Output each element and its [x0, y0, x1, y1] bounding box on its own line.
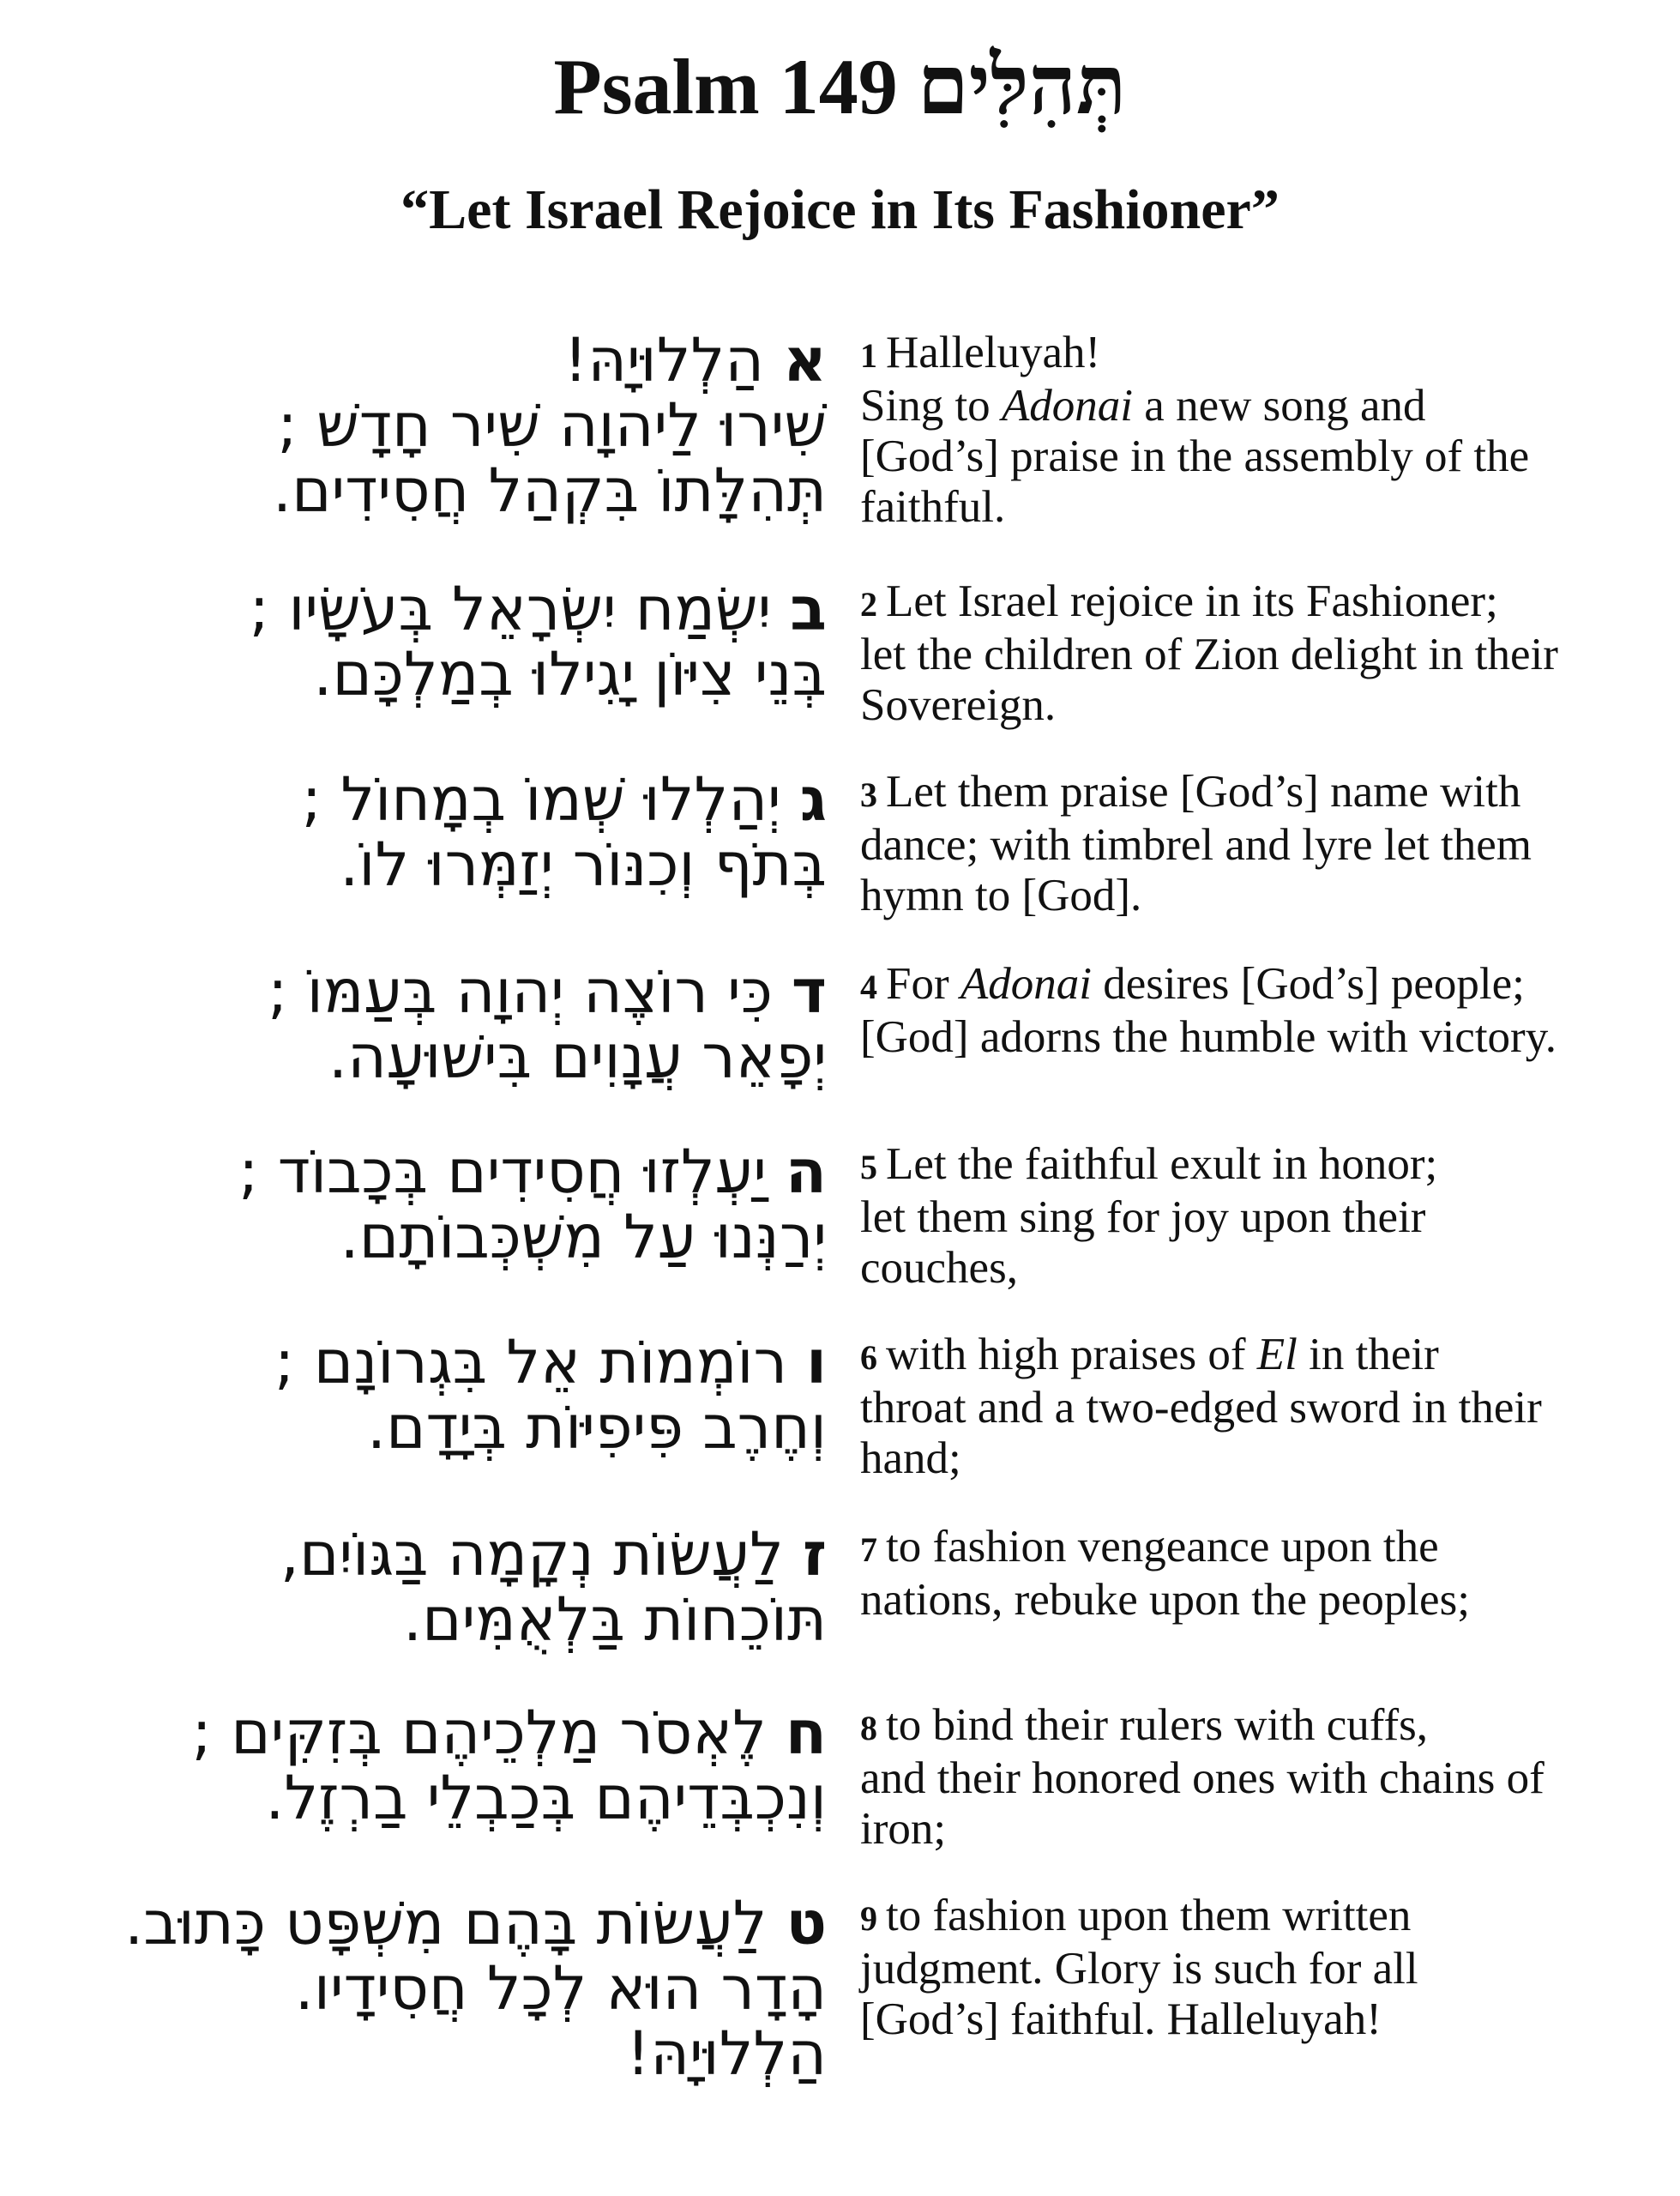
- english-line: let the children of Zion delight in their: [860, 630, 1558, 679]
- verse-english: [860, 1891, 1658, 2045]
- english-line: iron;: [860, 1804, 947, 1854]
- verse-english: [860, 959, 1658, 1063]
- hebrew-line: [72, 1392, 827, 1463]
- hebrew-line: [72, 576, 827, 642]
- hebrew-text: יְפָאֵר עֲנָוִים בִּישׁוּעָה.: [328, 1022, 827, 1092]
- hebrew-text: תְּהִלָּתוֹ בִּקְהַל חֲסִידִים.: [272, 455, 827, 526]
- hebrew-line: [72, 1698, 827, 1768]
- hebrew-text: בְּנֵי צִיּוֹן יָגִילוּ בְמַלְכָּם.: [313, 639, 827, 709]
- english-line: judgment. Glory is such for all: [860, 1944, 1418, 1994]
- verse-hebrew: [72, 1519, 827, 1655]
- divine-name: El: [1256, 1330, 1298, 1379]
- verse-hebrew: [72, 1888, 827, 2089]
- hebrew-text: לַעֲשׂוֹת בָּהֶם מִשְׁפָּט כָּתוּב.: [124, 1888, 768, 1958]
- hebrew-verse-letter: ג: [799, 764, 827, 835]
- verse-number: 9: [860, 1899, 877, 1938]
- english-line: 6 with high praises of El in their: [860, 1330, 1439, 1379]
- hebrew-line: [72, 1137, 827, 1207]
- hebrew-verse-letter: ה: [785, 1137, 827, 1207]
- hebrew-line: [72, 1022, 827, 1092]
- english-line: and their honored ones with chains of: [860, 1753, 1545, 1803]
- title-english: Psalm 149: [553, 43, 898, 130]
- hebrew-text: יְהַלְלוּ שְׁמוֹ בְמָחוֹל ;: [301, 764, 781, 835]
- hebrew-text: בְּתֹף וְכִנּוֹר יְזַמְּרוּ לוֹ.: [340, 830, 827, 900]
- english-line: 5 Let the faithful exult in honor;: [860, 1139, 1438, 1189]
- english-line: 1 Halleluyah!: [860, 328, 1101, 377]
- divine-name: Adonai: [960, 959, 1092, 1009]
- hebrew-text: תּוֹכֵחוֹת בַּלְאֻמִּים.: [402, 1584, 827, 1655]
- verse-english: [860, 328, 1658, 533]
- english-line: dance; with timbrel and lyre let them: [860, 820, 1532, 870]
- verse-number: 8: [860, 1709, 877, 1747]
- hebrew-verse-letter: ו: [805, 1327, 827, 1397]
- english-line: let them sing for joy upon their: [860, 1192, 1426, 1242]
- verse-number: 3: [860, 775, 877, 814]
- hebrew-text: הַלְלוּיָהּ!: [626, 2018, 827, 2089]
- english-line: 9 to fashion upon them written: [860, 1891, 1412, 1940]
- verse-hebrew: [72, 1327, 827, 1463]
- english-line: [God’s] praise in the assembly of the: [860, 431, 1530, 481]
- title-hebrew: תְּהִלִּים: [917, 39, 1127, 131]
- hebrew-line: [72, 455, 827, 526]
- english-line: throat and a two-edged sword in their: [860, 1383, 1542, 1433]
- verse-hebrew: [72, 1700, 827, 1831]
- verse-english: [860, 576, 1658, 731]
- english-line: 7 to fashion vengeance upon the: [860, 1522, 1439, 1572]
- hebrew-line: [72, 390, 827, 461]
- verse-number: 7: [860, 1530, 877, 1569]
- english-line: [God’s] faithful. Halleluyah!: [860, 1994, 1382, 2044]
- verse-hebrew: [72, 956, 827, 1092]
- verse-english: [860, 1330, 1658, 1484]
- hebrew-line: [72, 1519, 827, 1590]
- english-line: Sing to Adonai a new song and: [860, 381, 1426, 431]
- english-line: hymn to [God].: [860, 871, 1142, 920]
- verse-english: [860, 1139, 1658, 1294]
- hebrew-text: יִשְׂמַח יִשְׂרָאֵל בְּעֹשָׂיו ;: [249, 574, 772, 644]
- verse-english: [860, 767, 1658, 921]
- hebrew-line: [72, 956, 827, 1027]
- english-line: hand;: [860, 1433, 961, 1483]
- verse-english: [860, 1522, 1658, 1626]
- hebrew-line: [72, 830, 827, 900]
- hebrew-line: [72, 1327, 827, 1397]
- english-line: Sovereign.: [860, 680, 1057, 730]
- page-subtitle: “Let Israel Rejoice in Its Fashioner”: [400, 178, 1280, 241]
- hebrew-verse-letter: ט: [786, 1888, 827, 1958]
- verse-hebrew: [72, 764, 827, 900]
- hebrew-text: הַלְלוּיָהּ!: [563, 325, 765, 395]
- verse-number: 6: [860, 1338, 877, 1377]
- verse-hebrew: [72, 576, 827, 707]
- hebrew-text: וְנִכְבְּדֵיהֶם בְּכַבְלֵי בַרְזֶל.: [265, 1763, 827, 1833]
- verse-english: [860, 1700, 1658, 1855]
- hebrew-text: הָדָר הוּא לְכָל חֲסִידָיו.: [294, 1953, 827, 2024]
- hebrew-verse-letter: ד: [791, 956, 827, 1027]
- hebrew-line: [72, 1584, 827, 1655]
- verse-number: 1: [860, 336, 877, 375]
- hebrew-text: לַעֲשׂוֹת נְקָמָה בַּגּוֹיִם,: [280, 1519, 784, 1590]
- hebrew-text: וְחֶרֶב פִּיפִיּוֹת בְּיָדָם.: [366, 1392, 827, 1463]
- hebrew-text: יְרַנְּנוּ עַל מִשְׁכְּבוֹתָם.: [340, 1202, 827, 1272]
- english-line: 2 Let Israel rejoice in its Fashioner;: [860, 576, 1498, 626]
- hebrew-line: [72, 1888, 827, 1958]
- hebrew-verse-letter: ז: [802, 1519, 827, 1590]
- verse-hebrew: [72, 1139, 827, 1270]
- hebrew-text: לֶאְסֹר מַלְכֵיהֶם בְּזִקִּים ;: [191, 1698, 767, 1768]
- hebrew-text: רוֹמְמוֹת אֵל בִּגְרוֹנָם ;: [274, 1327, 787, 1397]
- hebrew-line: [72, 325, 827, 395]
- english-line: [God] adorns the humble with victory.: [860, 1012, 1557, 1062]
- hebrew-verse-letter: ב: [790, 574, 827, 644]
- english-line: couches,: [860, 1243, 1018, 1293]
- hebrew-text: שִׁירוּ לַיהוָה שִׁיר חָדָשׁ ;: [277, 390, 827, 461]
- english-line: 3 Let them praise [God’s] name with: [860, 767, 1521, 817]
- hebrew-line: [72, 2018, 827, 2089]
- english-line: faithful.: [860, 482, 1006, 532]
- verse-hebrew: [72, 325, 827, 526]
- divine-name: Adonai: [1001, 381, 1134, 431]
- hebrew-line: [72, 1204, 827, 1270]
- english-line: 4 For Adonai desires [God’s] people;: [860, 959, 1525, 1009]
- hebrew-line: [72, 639, 827, 709]
- hebrew-line: [72, 764, 827, 835]
- hebrew-text: כִּי רוֹצֶה יְהוָה בְּעַמּוֹ ;: [267, 956, 773, 1027]
- english-line: 8 to bind their rulers with cuffs,: [860, 1700, 1428, 1750]
- verse-number: 2: [860, 585, 877, 624]
- english-line: nations, rebuke upon the peoples;: [860, 1575, 1470, 1625]
- hebrew-line: [72, 1765, 827, 1831]
- page-title: [0, 34, 1680, 138]
- verse-number: 4: [860, 968, 877, 1006]
- hebrew-text: יַעְלְזוּ חֲסִידִים בְּכָבוֹד ;: [238, 1137, 767, 1207]
- hebrew-line: [72, 1953, 827, 2024]
- hebrew-verse-letter: א: [783, 325, 827, 395]
- verse-number: 5: [860, 1148, 877, 1186]
- hebrew-verse-letter: ח: [785, 1698, 827, 1768]
